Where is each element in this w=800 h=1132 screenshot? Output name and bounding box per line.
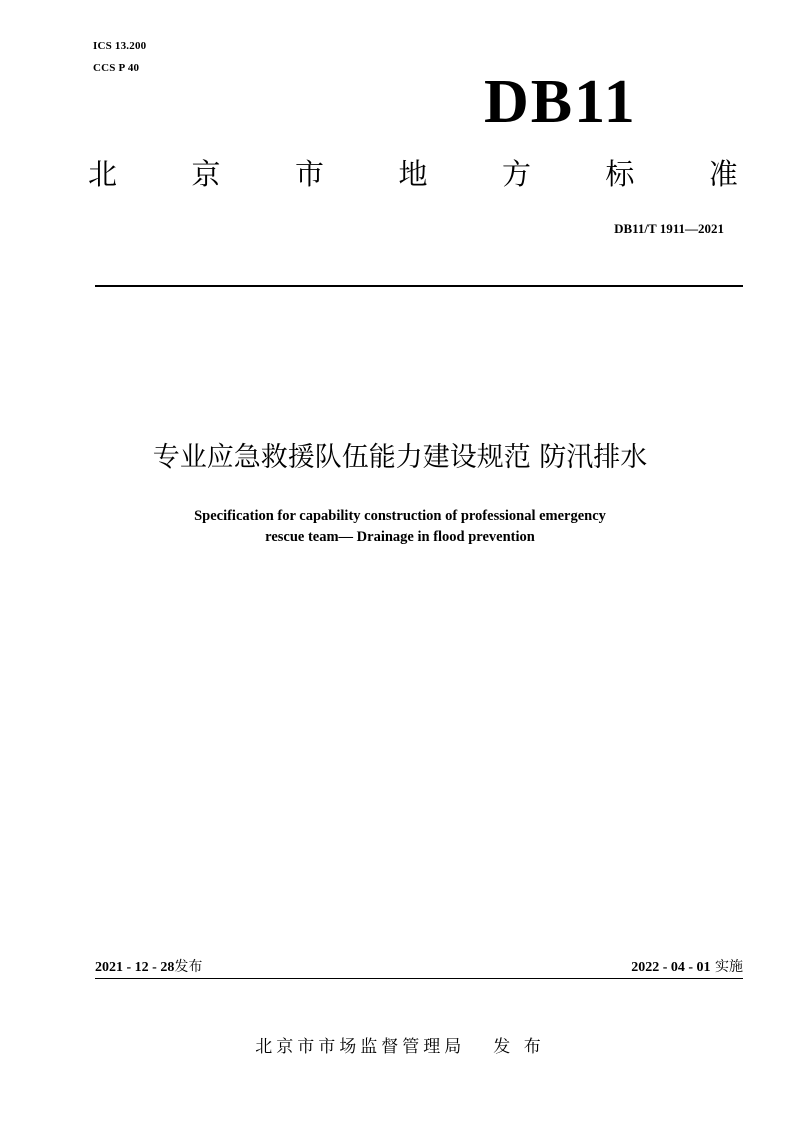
issue-label: 发布 xyxy=(174,959,203,975)
title-chinese: 专业应急救援队伍能力建设规范 防汛排水 xyxy=(152,442,648,473)
implementation-date-block xyxy=(631,957,743,978)
standard-type-char: 地 xyxy=(398,157,428,191)
ccs-code: CCS P 40 xyxy=(93,62,140,74)
standard-type-char: 准 xyxy=(708,157,738,191)
standard-logo: DB11 xyxy=(484,68,637,136)
title-english-line-2: rescue team— Drainage in flood prevention xyxy=(265,529,535,545)
standard-type-char: 标 xyxy=(605,157,635,191)
standard-type-heading xyxy=(88,152,738,196)
standard-type-char: 方 xyxy=(501,157,531,191)
implementation-label: 实施 xyxy=(715,959,743,975)
title-english-line-1: Specification for capability construction of professional emergency xyxy=(194,508,606,524)
ics-code: ICS 13.200 xyxy=(93,40,147,52)
publisher-name: 北京市市场监督管理局 xyxy=(255,1037,466,1057)
publisher-action: 发 布 xyxy=(493,1037,545,1057)
issue-date: 2021 - 12 - 28 xyxy=(95,960,175,975)
implementation-date: 2022 - 04 - 01 xyxy=(631,960,711,975)
bottom-divider xyxy=(95,978,743,979)
standard-type-char: 北 xyxy=(88,157,118,191)
top-divider xyxy=(95,285,743,287)
publisher-line xyxy=(0,1034,800,1060)
standard-type-char: 市 xyxy=(294,157,324,191)
title-english xyxy=(60,506,740,548)
issue-date-block xyxy=(95,957,202,978)
standard-number: DB11/T 1911—2021 xyxy=(614,221,724,236)
standard-type-char: 京 xyxy=(191,157,221,191)
